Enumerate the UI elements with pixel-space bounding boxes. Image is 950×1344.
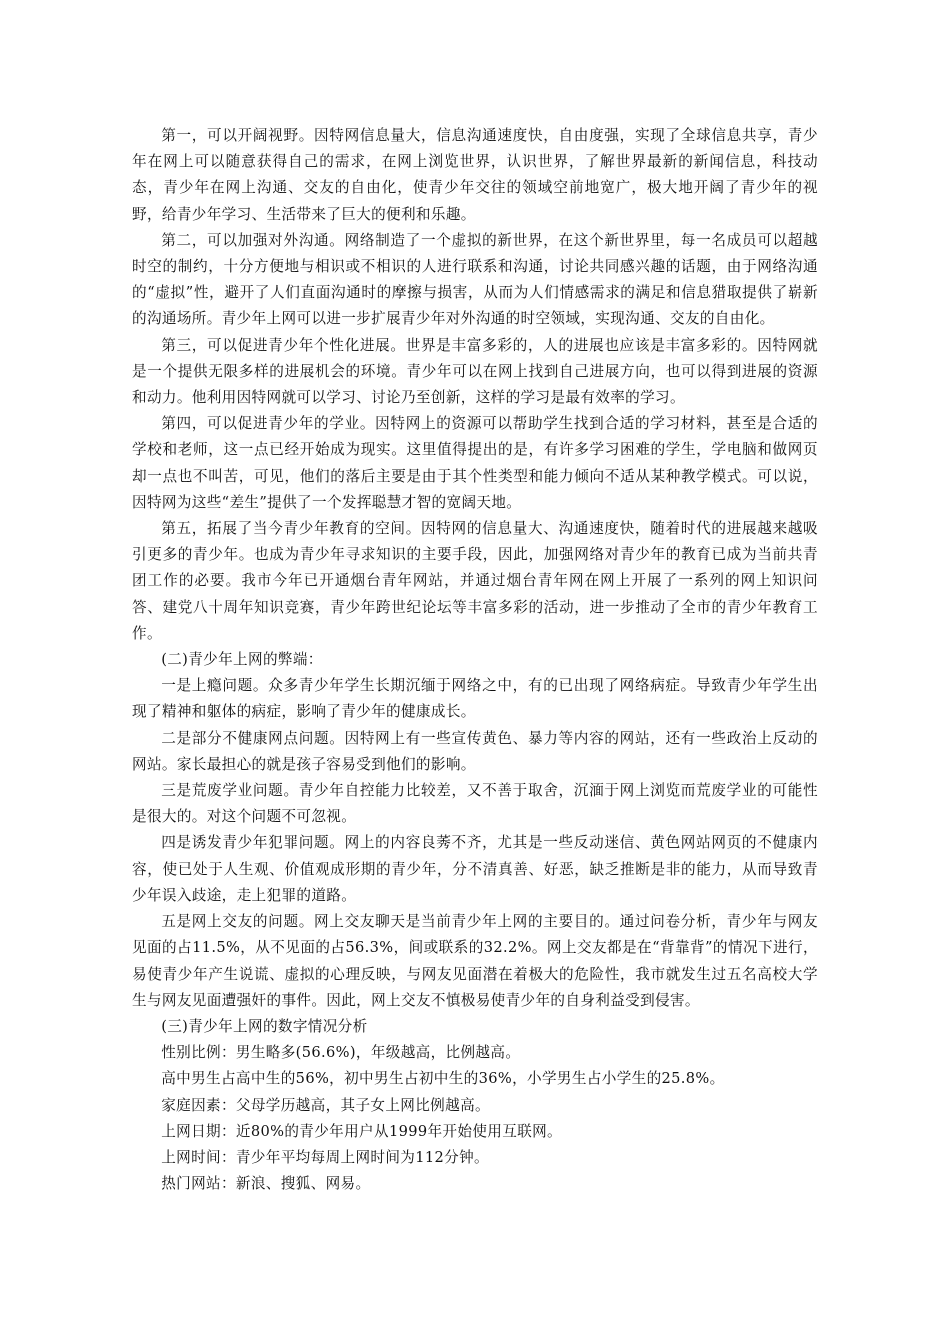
paragraph-disadvantage-4: 四是诱发青少年犯罪问题。网上的内容良莠不齐，尤其是一些反动迷信、黄色网站网页的不健康内容，使已处于人生观、价值观成形期的青少年，分不清真善、好恶，缺乏推断是非的能力，从而导致青少年误入歧途，走上犯罪的道路。	[132, 834, 818, 904]
paragraph-disadvantage-3: 三是荒废学业问题。青少年自控能力比较差，又不善于取舍，沉湎于网上浏览而荒废学业的可能性是很大的。对这个问题不可忽视。	[132, 782, 818, 826]
stat-line-online-time: 上网时间：青少年平均每周上网时间为112分钟。	[161, 1148, 489, 1166]
section-heading-disadvantages: (二)青少年上网的弊端：	[161, 651, 323, 669]
paragraph-advantage-5: 第五，拓展了当今青少年教育的空间。因特网的信息量大、沟通速度快，随着时代的进展越来越吸引更多的青少年。也成为青少年寻求知识的主要手段，因此，加强网络对青少年的教育已成为当前共青团工作的必要。我市今年已开通烟台青年网站，并通过烟台青年网在网上开展了一系列的网上知识问答、建党八十周年知识竞赛，青少年跨世纪论坛等丰富多彩的活动，进一步推动了全市的青少年教育工作。	[132, 520, 818, 642]
stat-line-popular-sites: 热门网站：新浪、搜狐、网易。	[161, 1175, 371, 1193]
paragraph-advantage-3: 第三，可以促进青少年个性化进展。世界是丰富多彩的，人的进展也应该是丰富多彩的。因特网就是一个提供无限多样的进展机会的环境。青少年可以在网上找到自己进展方向，也可以得到进展的资源和动力。他利用因特网就可以学习、讨论乃至创新，这样的学习是最有效率的学习。	[132, 336, 818, 407]
paragraph-disadvantage-1: 一是上瘾问题。众多青少年学生长期沉缅于网络之中，有的已出现了网络病症。导致青少年学生出现了精神和躯体的病症，影响了青少年的健康成长。	[132, 677, 818, 721]
paragraph-advantage-1: 第一，可以开阔视野。因特网信息量大，信息沟通速度快，自由度强，实现了全球信息共享，青少年在网上可以随意获得自己的需求，在网上浏览世界，认识世界，了解世界最新的新闻信息，科技动态，青少年在网上沟通、交友的自由化，使青少年交往的领域空前地宽广，极大地开阔了青少年的视野，给青少年学习、生活带来了巨大的便利和乐趣。	[132, 127, 818, 223]
document-body	[132, 123, 818, 1197]
section-heading-stats: (三)青少年上网的数字情况分析	[161, 1017, 368, 1035]
stat-line-gender: 性别比例：男生略多(56.6%)，年级越高，比例越高。	[161, 1044, 521, 1062]
stat-line-family: 家庭因素：父母学历越高，其子女上网比例越高。	[161, 1096, 490, 1114]
stat-line-school-levels: 高中男生占高中生的56%，初中男生占初中生的36%，小学男生占小学生的25.8%。	[161, 1070, 725, 1088]
paragraph-disadvantage-5: 五是网上交友的问题。网上交友聊天是当前青少年上网的主要目的。通过问卷分析，青少年与网友见面的占11.5%，从不见面的占56.3%，间或联系的32.2%。网上交友都是在“背靠背”的情况下进行，易使青少年产生说谎、虚拟的心理反映，与网友见面潜在着极大的危险性，我市就发生过五名高校大学生与网友见面遭强奸的事件。因此，网上交友不慎极易使青少年的自身利益受到侵害。	[132, 913, 818, 1009]
stat-line-start-date: 上网日期：近80%的青少年用户从1999年开始使用互联网。	[161, 1122, 562, 1140]
paragraph-advantage-2: 第二，可以加强对外沟通。网络制造了一个虚拟的新世界，在这个新世界里，每一名成员可以超越时空的制约，十分方便地与相识或不相识的人进行联系和沟通，讨论共同感兴趣的话题，由于网络沟通的“虚拟”性，避开了人们直面沟通时的摩擦与损害，从而为人们情感需求的满足和信息猎取提供了崭新的沟通场所。青少年上网可以进一步扩展青少年对外沟通的时空领域，实现沟通、交友的自由化。	[132, 231, 818, 328]
paragraph-advantage-4: 第四，可以促进青少年的学业。因特网上的资源可以帮助学生找到合适的学习材料，甚至是合适的学校和老师，这一点已经开始成为现实。这里值得提出的是，有许多学习困难的学生，学电脑和做网页却一点也不叫苦，可见，他们的落后主要是由于其个性类型和能力倾向不适从某种教学模式。可以说，因特网为这些“差生”提供了一个发挥聪慧才智的宽阔天地。	[132, 415, 818, 511]
paragraph-disadvantage-2: 二是部分不健康网点问题。因特网上有一些宣传黄色、暴力等内容的网站，还有一些政治上反动的网站。家长最担心的就是孩子容易受到他们的影响。	[132, 729, 818, 773]
